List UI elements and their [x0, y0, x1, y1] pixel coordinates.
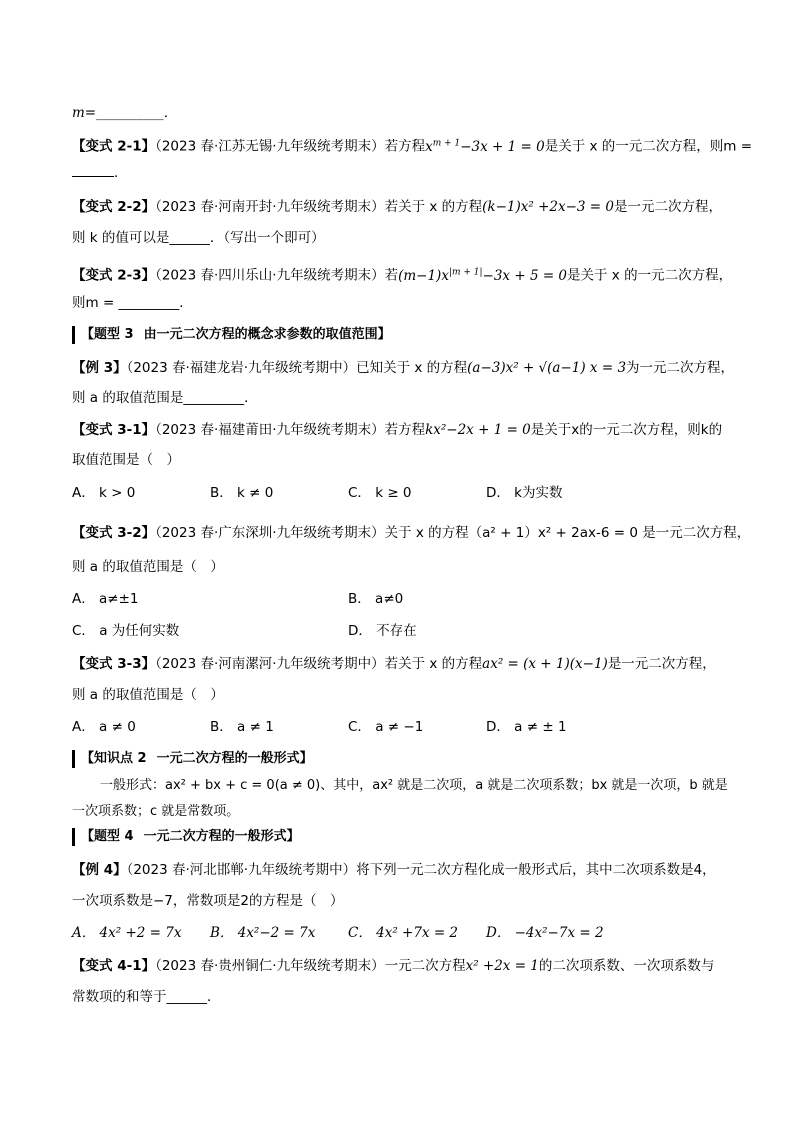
question-text: 将下列一元二次方程化成一般形式后，其中二次项系数是4， [356, 862, 716, 878]
question-source: （2023 春·四川乐山·九年级统考期末） [155, 267, 385, 284]
question-text: 关于 x 的方程（a² + 1）x² + 2ax-6 = 0 是一元二次方程， [384, 525, 751, 541]
option-a[interactable]: A． a ≠ 0 [72, 719, 136, 735]
question-text: 若方程 [384, 138, 426, 155]
question-variant-2-2 [72, 198, 722, 216]
option-d[interactable]: D． a ≠ ± 1 [486, 719, 567, 735]
section-header-type-4 [72, 828, 300, 846]
section-header-knowledge-2 [72, 750, 313, 768]
equation: (a−3)x² + √(a−1) x = 3 [467, 360, 627, 376]
equation: (k−1)x² +2x−3 = 0 [482, 199, 614, 215]
question-text: 是一元二次方程， [607, 656, 716, 672]
question-tag: 【变式 3-3】 [72, 656, 156, 672]
blank-fill-line: m=__________． [72, 105, 178, 121]
question-text: 的二次项系数、一次项系数与 [538, 958, 715, 974]
example-3-line2: 则 a 的取值范围是_________． [72, 390, 258, 406]
question-tag: 【变式 3-1】 [72, 422, 156, 438]
question-tag: 【变式 2-3】 [72, 267, 156, 284]
line-m-blank [72, 104, 177, 122]
equation: ax² = (x + 1)(x−1) [482, 656, 608, 672]
section-title: 一元二次方程的一般形式】 [156, 751, 313, 766]
question-source: （2023 春·江苏无锡·九年级统考期末） [155, 138, 385, 155]
question-text: 是关于 x 的一元二次方程，则m = [544, 138, 753, 155]
equation: kx²−2x + 1 = 0 [425, 422, 531, 438]
question-tag: 【变式 2-1】 [72, 138, 156, 155]
question-tag: 【变式 3-2】 [72, 525, 156, 541]
question-text: 是一元二次方程， [614, 199, 722, 215]
option-d[interactable]: D． k为实数 [486, 485, 563, 501]
question-source: （2023 春·河南漯河·九年级统考期中） [155, 656, 385, 672]
question-variant-3-1-line2: 取值范围是（ ） [72, 452, 180, 468]
option-c[interactable]: C． k ≥ 0 [348, 485, 412, 501]
option-b[interactable]: B． a ≠ 1 [210, 719, 274, 735]
question-variant-4-1 [72, 957, 714, 975]
option-a[interactable]: A． 4x² +2 = 7x [72, 925, 182, 941]
question-variant-3-3 [72, 655, 716, 673]
example-4 [72, 861, 716, 879]
option-b[interactable]: B． k ≠ 0 [210, 485, 274, 501]
option-a[interactable]: A． k > 0 [72, 485, 136, 501]
question-text: 若关于 x 的方程 [384, 199, 483, 215]
question-text: 若方程 [384, 422, 426, 438]
knowledge-paragraph-line1: 一般形式：ax² + bx + c = 0(a ≠ 0)、其中，ax² 就是二次项，a 就是二次项系数；bx 就是一次项，b 就是 [100, 778, 728, 793]
question-text: 一元二次方程 [384, 958, 466, 974]
question-tag: 【变式 2-2】 [72, 199, 156, 215]
option-c[interactable]: C． a 为任何实数 [72, 623, 180, 639]
question-tag: 【变式 4-1】 [72, 958, 156, 974]
question-tag: 【例 3】 [72, 360, 127, 376]
question-variant-3-1 [72, 421, 722, 439]
question-variant-4-1-line2: 常数项的和等于______． [72, 989, 221, 1005]
section-header-type-3 [72, 326, 391, 344]
option-b[interactable]: B． a≠0 [348, 591, 404, 607]
equation: $x^{m + 1}-3x + 1 = 0$ [425, 138, 545, 155]
option-a[interactable]: A． a≠±1 [72, 591, 139, 607]
option-c[interactable]: C． 4x² +7x = 2 [348, 925, 459, 941]
question-source: （2023 春·河南开封·九年级统考期末） [155, 199, 385, 215]
option-c[interactable]: C． a ≠ −1 [348, 719, 424, 735]
answer-blank-line [72, 164, 128, 182]
question-variant-2-3 [72, 263, 732, 285]
question-source: （2023 春·贵州铜仁·九年级统考期末） [155, 958, 385, 974]
knowledge-paragraph-line2: 一次项系数；c 就是常数项。 [72, 804, 240, 819]
period: ． [114, 165, 128, 181]
question-text: 是关于x的一元二次方程，则k的 [530, 422, 723, 438]
equation: $(m-1)x^{|m + 1|}-3x + 5 = 0$ [398, 267, 568, 284]
question-source: （2023 春·福建龙岩·九年级统考期中） [126, 360, 357, 376]
question-source: （2023 春·河北邯郸·九年级统考期中） [126, 862, 357, 878]
option-d[interactable]: D． 不存在 [348, 623, 417, 639]
answer-blank[interactable] [72, 164, 114, 177]
question-tag: 【例 4】 [72, 862, 127, 878]
section-label: 【知识点 2 [81, 751, 147, 766]
question-text: 已知关于 x 的方程 [356, 360, 468, 376]
question-variant-3-3-line2: 则 a 的取值范围是（ ） [72, 687, 224, 703]
question-source: （2023 春·福建莆田·九年级统考期末） [155, 422, 385, 438]
question-text: 若关于 x 的方程 [384, 656, 483, 672]
question-variant-3-2-line2: 则 a 的取值范围是（ ） [72, 559, 224, 575]
option-d[interactable]: D． −4x²−7x = 2 [486, 925, 604, 941]
question-text: 为一元二次方程， [626, 360, 735, 376]
question-text: 若 [384, 267, 399, 284]
section-title: 一元二次方程的一般形式】 [143, 829, 300, 844]
example-4-line2: 一次项系数是−7，常数项是2的方程是（ ） [72, 893, 344, 909]
question-variant-2-3-line2: 则m = _________． [72, 295, 193, 311]
section-title: 由一元二次方程的概念求参数的取值范围】 [143, 327, 391, 342]
example-3 [72, 359, 734, 377]
question-variant-2-1 [72, 134, 752, 156]
question-text: 是关于 x 的一元二次方程， [567, 267, 733, 284]
option-b[interactable]: B． 4x²−2 = 7x [210, 925, 316, 941]
section-label: 【题型 4 [81, 829, 134, 844]
section-label: 【题型 3 [81, 327, 134, 342]
equation: x² +2x = 1 [465, 958, 539, 974]
question-variant-2-2-line2: 则 k 的值可以是______．（写出一个即可） [72, 230, 325, 246]
question-source: （2023 春·广东深圳·九年级统考期末） [155, 525, 385, 541]
question-variant-3-2 [72, 524, 750, 542]
